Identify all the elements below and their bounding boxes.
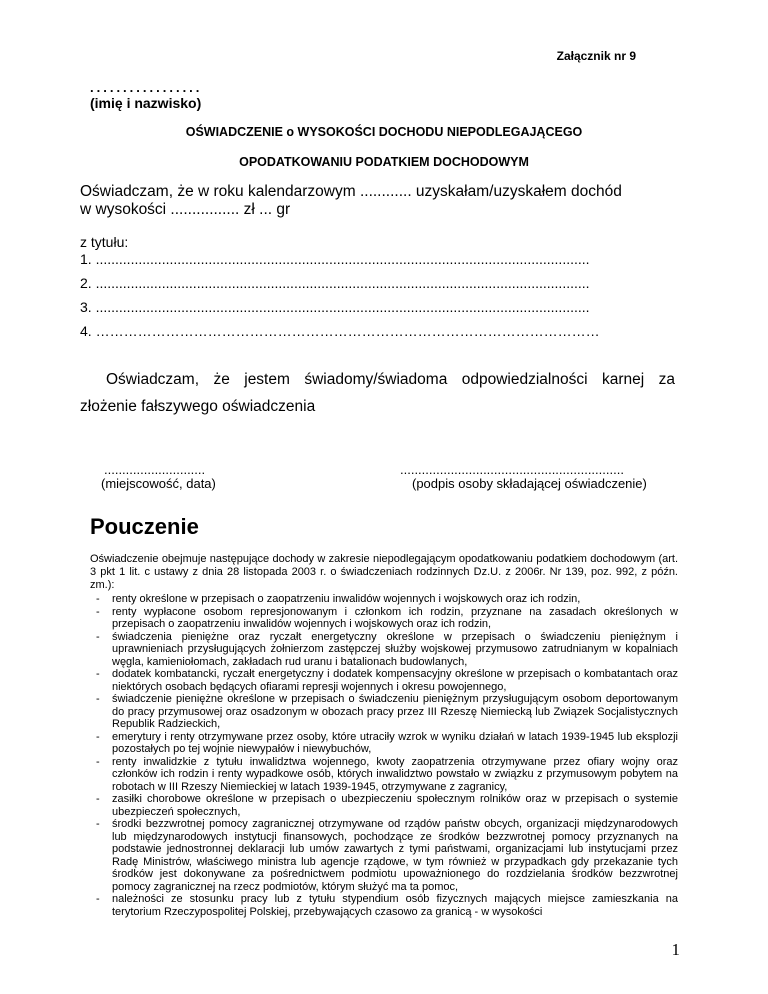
list-item: - świadczenie pieniężne określone w przepisach o świadczeniu pieniężnym przysługującym osobom deportowanym do pracy przymusowej oraz osadzonym w obozach pracy przez III Rzeszę Niemiecką lub Związek Socjalistycznych Republik Radzieckich, xyxy=(90,693,678,731)
list-item: - renty wypłacone osobom represjonowanym i członkom ich rodzin, przyznane na zasadach określonych w przepisach o zaopatrzeniu inwalidów wojennych i wojskowych oraz ich rodzin, xyxy=(90,606,678,631)
list-item: - renty określone w przepisach o zaopatrzeniu inwalidów wojennych i wojskowych oraz ich rodzin, xyxy=(90,593,678,606)
list-item: - emerytury i renty otrzymywane przez osoby, które utraciły wzrok w wyniku działań w latach 1939-1945 lub eksplozji pozostałych po tej wojnie niewypałów i niewybuchów, xyxy=(90,731,678,756)
document-title-line1: OŚWIADCZENIE o WYSOKOŚCI DOCHODU NIEPODLEGAJĄCEGO xyxy=(185,125,583,139)
list-item: - należności ze stosunku pracy lub z tytułu stypendium osób fizycznych mających miejsce zamieszkania na terytorium Rzeczypospolitej Polskiej, przebywających czasowo za granicą - w wysokości xyxy=(90,893,678,918)
income-source-line-4: 4. ……………………………………………………………………………………………… xyxy=(80,323,600,339)
income-source-line-1: 1. ............................................................................................................................... xyxy=(80,251,590,267)
list-item: - świadczenia pieniężne oraz ryczałt energetyczny określone w przepisach o świadczeniu pieniężnym i uprawnieniach przysługujących żołnierzom zastępczej służby wojskowej przymusowo zatrudnianym w kopalniach węgla, kamieniołomach, zakładach rud uranu i batalionach budowlanych, xyxy=(90,631,678,669)
signature-dots: .............................................................. xyxy=(400,462,624,477)
page-number: 1 xyxy=(671,940,680,959)
name-dots: ................. xyxy=(90,80,203,95)
signature-label: (podpis osoby składającej oświadczenie) xyxy=(412,476,647,491)
list-item: - środki bezzwrotnej pomocy zagranicznej otrzymywane od rządów państw obcych, organizacji międzynarodowych lub międzynarodowych instytucji finansowych, pochodzące ze środków bezzwrotnej pomocy przyznanych na podstawie jednostronnej deklaracji lub umów zawartych z tymi państwami, organizacjami lub instytucjami przez Radę Ministrów, właściwego ministra lub agencje rządowe, w tym również w przypadkach gdy przekazanie tych środków jest dokonywane za pośrednictwem podmiotu upoważnionego do rozdzielania środków bezzwrotnej pomocy zagranicznej na rzecz podmiotów, którym służyć ma ta pomoc, xyxy=(90,818,678,893)
instruction-intro: Oświadczenie obejmuje następujące dochody w zakresie niepodlegającym opodatkowaniu podatkiem dochodowym (art. 3 pkt 1 lit. c ustawy z dnia 28 listopada 2003 r. o świadczeniach rodzinnych Dz.U. z 2006r. Nr 139, poz. 992, z późn. zm.): xyxy=(90,553,678,592)
list-item: - dodatek kombatancki, ryczałt energetyczny i dodatek kompensacyjny określone w przepisach o kombatantach oraz niektórych osobach będących ofiarami represji wojennych i okresu powojennego, xyxy=(90,668,678,693)
list-item: - renty inwalidzkie z tytułu inwalidztwa wojennego, kwoty zaopatrzenia otrzymywane przez ofiary wojny oraz członków ich rodzin i renty wypadkowe osób, których inwalidztwo powstało w związku z przymusowym pobytem na robotach w III Rzeszy Niemieckiej w latach 1939-1945, otrzymywane z zagranicy, xyxy=(90,756,678,794)
income-source-line-3: 3. ............................................................................................................................... xyxy=(80,299,590,315)
income-source-line-2: 2. ............................................................................................................................... xyxy=(80,275,590,291)
declaration-line2: w wysokości ................ zł ... gr xyxy=(80,201,291,218)
place-date-label: (miejscowość, data) xyxy=(101,476,216,491)
income-declaration xyxy=(80,183,700,219)
responsibility-line1: Oświadczam, że jestem świadomy/świadoma odpowiedzialności karnej za xyxy=(106,371,675,388)
name-label: (imię i nazwisko) xyxy=(90,95,202,111)
declaration-line1: Oświadczam, że w roku kalendarzowym ............ uzyskałam/uzyskałem dochód xyxy=(80,183,622,200)
instruction-heading: Pouczenie xyxy=(90,514,199,539)
list-item: - zasiłki chorobowe określone w przepisach o ubezpieczeniu społecznym rolników oraz w przepisach o systemie ubezpieczeń społecznych, xyxy=(90,793,678,818)
income-types-list xyxy=(90,593,678,918)
document-title-line2: OPODATKOWANIU PODATKIEM DOCHODOWYM xyxy=(239,155,529,169)
responsibility-line2: złożenie fałszywego oświadczenia xyxy=(80,398,316,415)
annex-label: Załącznik nr 9 xyxy=(556,49,636,63)
place-date-dots: ............................ xyxy=(104,462,206,477)
income-source-label: z tytułu: xyxy=(80,234,129,250)
